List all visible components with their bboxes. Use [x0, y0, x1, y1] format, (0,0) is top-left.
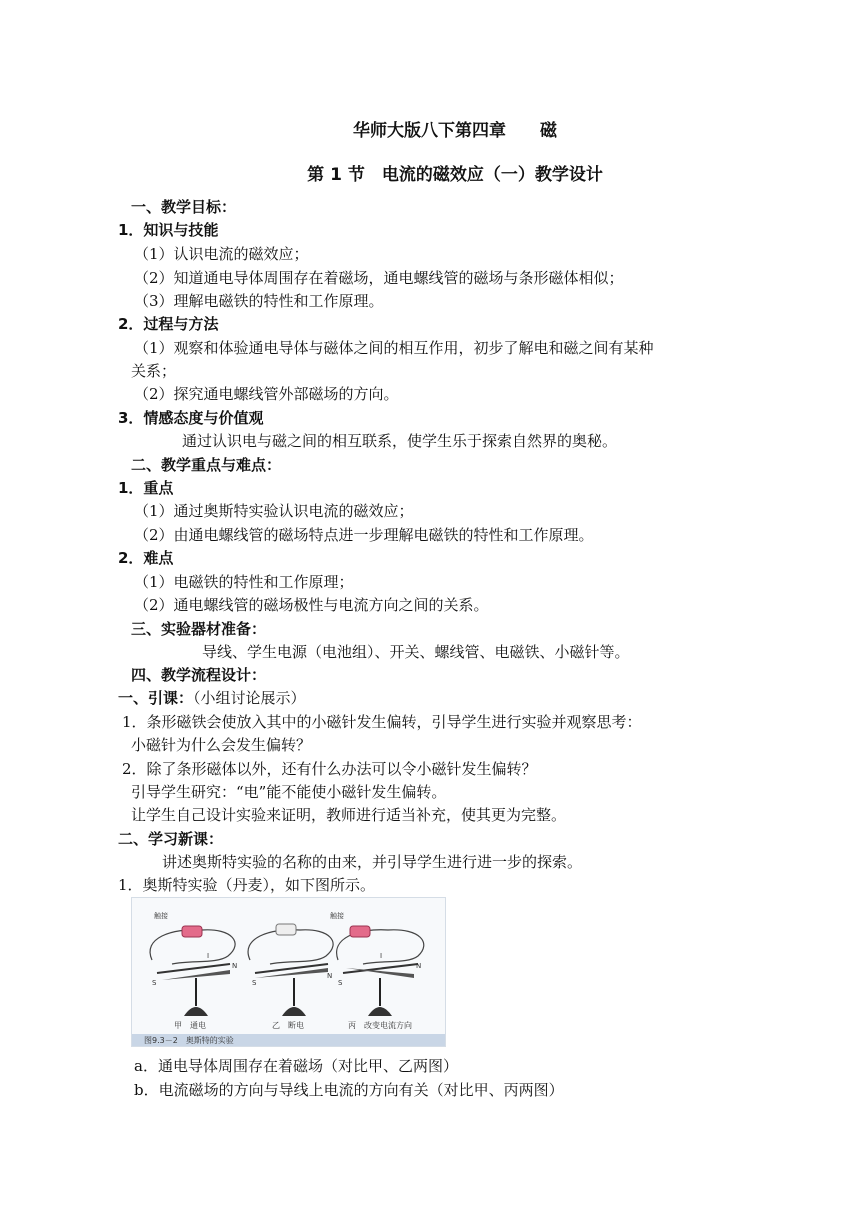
panel-caption: 丙 改变电流方向 [348, 1021, 412, 1030]
heading-objectives: 一、教学目标： [131, 198, 237, 216]
body-line: （2）探究通电螺线管外部磁场的方向。 [134, 385, 399, 403]
body-line: （1）通过奥斯特实验认识电流的磁效应； [134, 502, 414, 520]
subheading-attitude: 3．情感态度与价值观 [118, 409, 264, 427]
subheading-knowledge: 1．知识与技能 [118, 221, 219, 239]
body-line: 讲述奥斯特实验的名称的由来，并引导学生进行进一步的探索。 [162, 853, 583, 871]
stand-base [368, 1007, 392, 1016]
heading-key-points: 二、教学重点与难点： [131, 456, 282, 474]
oersted-experiment-figure [131, 897, 446, 1047]
subheading-difficulty: 2．难点 [118, 549, 174, 567]
section-title: 第 1 节 电流的磁效应（一）教学设计 [307, 165, 603, 185]
body-line: 通过认识电与磁之间的相互联系，使学生乐于探索自然界的奥秘。 [182, 432, 618, 450]
subheading-process: 2．过程与方法 [118, 315, 219, 333]
pole-n: N [416, 962, 422, 970]
stand-base [184, 1007, 208, 1016]
panel-caption: 甲 通电 [174, 1021, 206, 1030]
document-title: 华师大版八下第四章 磁 [353, 121, 557, 141]
heading-flow: 四、教学流程设计： [131, 666, 267, 684]
pole-s: S [152, 979, 157, 987]
pole-s: S [338, 979, 343, 987]
intro-note: （小组讨论展示） [193, 689, 306, 707]
panel-bing [330, 911, 424, 1030]
body-line: （3）理解电磁铁的特性和工作原理。 [134, 292, 384, 310]
current-label: I [207, 952, 210, 960]
panel-yi [248, 924, 333, 1030]
battery [276, 924, 296, 935]
body-line: 1．奥斯特实验（丹麦），如下图所示。 [118, 876, 376, 894]
panel-jia [150, 911, 237, 1030]
body-line: 导线、学生电源（电池组）、开关、螺线管、电磁铁、小磁针等。 [202, 643, 630, 661]
touch-label: 触接 [154, 912, 168, 920]
body-line: （1）认识电流的磁效应； [134, 245, 309, 263]
conclusion-a: a．通电导体周围存在着磁场（对比甲、乙两图） [134, 1057, 458, 1075]
pole-s: S [252, 979, 257, 987]
body-line: （2）通电螺线管的磁场极性与电流方向之间的关系。 [134, 596, 489, 614]
pole-n: N [327, 972, 333, 980]
body-line: 让学生自己设计实验来证明，教师进行适当补充，使其更为完整。 [131, 806, 567, 824]
subheading-focus: 1．重点 [118, 479, 174, 497]
heading-equipment: 三、实验器材准备： [131, 620, 267, 638]
figure-caption: 图9.3－2 奥斯特的实验 [144, 1036, 234, 1045]
figure-illustration [132, 898, 445, 1046]
body-line: （1）观察和体验通电导体与磁体之间的相互作用，初步了解电和磁之间有某种 [134, 339, 654, 357]
battery [182, 926, 202, 937]
body-line: 关系； [131, 362, 177, 380]
intro-line [118, 688, 306, 708]
intro-heading: 一、引课： [118, 689, 194, 707]
stand-base [282, 1007, 306, 1016]
body-line: 小磁针为什么会发生偏转？ [131, 736, 312, 754]
panel-caption: 乙 断电 [272, 1021, 304, 1030]
body-line: 1．条形磁铁会使放入其中的小磁针发生偏转，引导学生进行实验并观察思考： [122, 713, 642, 731]
body-line: （2）知道通电导体周围存在着磁场，通电螺线管的磁场与条形磁体相似； [134, 269, 624, 287]
body-line: （1）电磁铁的特性和工作原理； [134, 573, 354, 591]
heading-new-lesson: 二、学习新课： [118, 830, 224, 848]
conclusion-b: b．电流磁场的方向与导线上电流的方向有关（对比甲、丙两图） [134, 1081, 564, 1099]
battery [350, 926, 370, 937]
body-line: （2）由通电螺线管的磁场特点进一步理解电磁铁的特性和工作原理。 [134, 526, 594, 544]
touch-label: 触接 [330, 912, 344, 920]
body-line: 2．除了条形磁体以外，还有什么办法可以令小磁针发生偏转？ [122, 760, 537, 778]
pole-n: N [232, 962, 238, 970]
body-line: 引导学生研究：“电”能不能使小磁针发生偏转。 [131, 783, 447, 801]
current-label: I [380, 952, 383, 960]
